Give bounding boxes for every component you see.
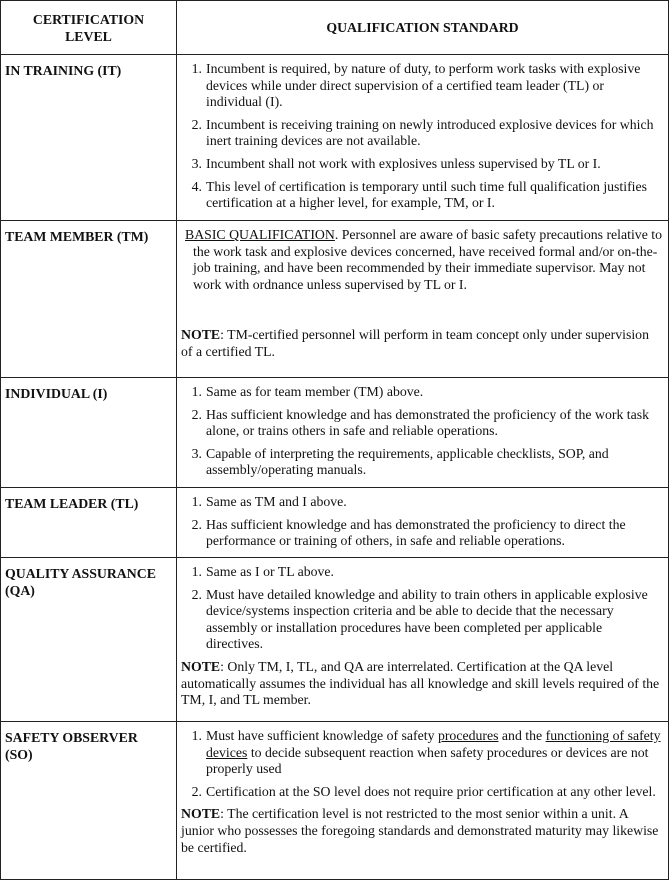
list-item: 1. Same as I or TL above. (191, 564, 334, 579)
list-item: 3. Incumbent shall not work with explosives unless supervised by TL or I. (191, 155, 601, 171)
list-item: 3. Capable of interpreting the requirements, applicable checklists, SOP, and assembly/operating manuals. (191, 445, 609, 478)
list-item: 1. Must have sufficient knowledge of safety procedures and the functioning of safety devices to decide subsequent reaction when safety procedures or devices are not properly used (191, 728, 661, 777)
standard-safety-observer (177, 722, 669, 880)
table-row-in-training (1, 55, 669, 221)
list-item: 1. Same as for team member (TM) above. (191, 384, 424, 399)
note-quality-assurance: NOTE: Only TM, I, TL, and QA are interrelated. Certification at the QA level automatically assumes the individual has all knowledge and skill levels required of the TM, I, and TL member. (181, 658, 660, 708)
level-quality-assurance: QUALITY ASSURANCE (QA) (1, 558, 177, 722)
note-safety-observer: NOTE: The certification level is not restricted to the most senior within a unit. A junior who possesses the foregoing standards and demonstrated maturity may likewise be certified. (181, 806, 659, 855)
table-row-team-leader (1, 488, 669, 558)
level-team-member: TEAM MEMBER (TM) (1, 221, 177, 378)
standard-quality-assurance (177, 558, 669, 722)
list-item: 1. Incumbent is required, by nature of duty, to perform work tasks with explosive devices while under direct supervision of a certified team leader (TL) or individual (I). (191, 61, 641, 110)
level-safety-observer: SAFETY OBSERVER (SO) (1, 722, 177, 880)
table-header-row (1, 1, 669, 55)
list-item: 4. This level of certification is temporary until such time full qualification justifies certification at a higher level, for example, TM, or I. (191, 178, 648, 211)
standard-team-leader (177, 488, 669, 558)
list-item: 2. Must have detailed knowledge and ability to train others in applicable explosive device/systems inspection criteria and be able to decide that the necessary assembly or installation procedures have been completed per applicable directives. (191, 586, 648, 652)
list-item: 2. Has sufficient knowledge and has demonstrated the proficiency of the work task alone, or trains others in safe and reliable operations. (191, 406, 650, 439)
note-team-member: NOTE: TM-certified personnel will perform in team concept only under supervision of a certified TL. (181, 327, 649, 359)
basic-qualification-title: BASIC QUALIFICATION (185, 227, 335, 242)
standard-in-training (177, 55, 669, 221)
standard-individual (177, 378, 669, 488)
table-row-team-member (1, 221, 669, 378)
list-item: 2. Certification at the SO level does not require prior certification at any other level. (191, 783, 656, 799)
basic-qualification-paragraph: BASIC QUALIFICATION. Personnel are aware of basic safety precautions relative to the work task and explosive devices concerned, have received formal and/or on-the-job training, and have been recommended by their immediate supervisor. May not work with ordnance unless supervised by TL or I. (185, 227, 663, 292)
standard-team-member (177, 221, 669, 378)
table-row-quality-assurance (1, 558, 669, 722)
list-item: 1. Same as TM and I above. (191, 494, 347, 509)
list-item: 2. Has sufficient knowledge and has demonstrated the proficiency to direct the performance or training of others, in safe and reliable operations. (191, 516, 626, 549)
table-row-individual (1, 378, 669, 488)
level-team-leader: TEAM LEADER (TL) (1, 488, 177, 558)
header-level-line2: LEVEL (65, 28, 112, 44)
list-item: 2. Incumbent is receiving training on newly introduced explosive devices for which inert training devices are not available. (191, 116, 654, 149)
header-certification-level (1, 1, 177, 55)
table-row-safety-observer (1, 722, 669, 880)
header-level-line1: CERTIFICATION (32, 11, 145, 27)
level-individual: INDIVIDUAL (I) (1, 378, 177, 488)
header-qualification-standard: QUALIFICATION STANDARD (177, 1, 669, 55)
level-in-training: IN TRAINING (IT) (1, 55, 177, 221)
